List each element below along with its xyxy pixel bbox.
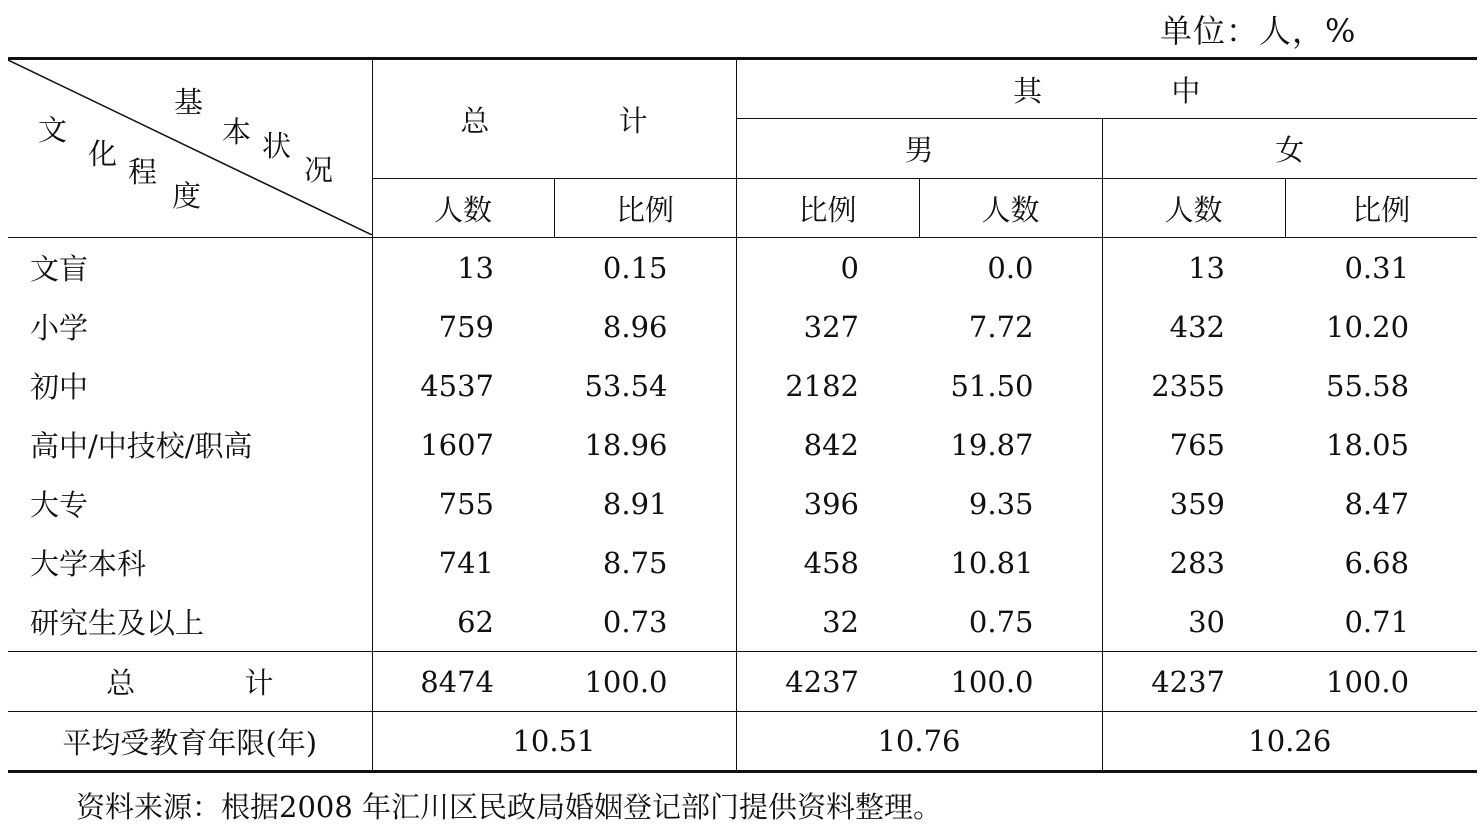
corner-char: 况 [304,153,334,187]
cell-male-1: 32 [736,592,919,652]
subcol-header: 比例 [736,179,919,238]
cell-total-ratio: 53.54 [584,368,668,403]
corner-char: 度 [172,179,202,213]
row-label: 初中 [30,370,89,404]
corner-char: 状 [262,129,292,163]
total-group-header: 总 计 [372,59,736,179]
male-header: 男 [736,119,1102,179]
cell-male-2: 51.50 [950,368,1034,403]
cell-female-count: 30 [1102,592,1285,652]
cell-female-ratio: 100.0 [1285,652,1477,712]
cell-female-ratio: 55.58 [1326,368,1410,403]
cell-total-count: 62 [372,592,554,652]
subcol-header: 人数 [1102,179,1285,238]
cell-female-ratio: 18.05 [1326,427,1410,462]
corner-header-cell [8,59,372,238]
cell-female-ratio: 0.71 [1344,604,1410,639]
cell-male-1: 458 [736,533,919,592]
cell-female-count: 359 [1102,474,1285,533]
cell-total-count: 4537 [372,356,554,415]
cell-male-1: 396 [736,474,919,533]
cell-male-2: 9.35 [968,486,1034,521]
row-label: 研究生及以上 [30,606,205,640]
cell-male-1: 842 [736,415,919,474]
total-row [8,652,1477,712]
cell-total-ratio: 8.75 [602,545,668,580]
cell-male-1: 327 [736,297,919,356]
table-row [8,356,1477,415]
cell-female-count: 4237 [1102,652,1285,712]
cell-female-count: 13 [1102,238,1285,298]
cell-female-ratio: 10.20 [1326,309,1410,344]
cell-total-count: 755 [372,474,554,533]
cell-total-ratio: 0.73 [602,604,668,639]
cell-female-ratio: 6.68 [1344,545,1410,580]
corner-char: 基 [174,85,204,119]
cell-female-ratio: 0.31 [1344,250,1410,285]
cell-female-count: 432 [1102,297,1285,356]
corner-char: 文 [38,113,68,147]
cell-total-count: 1607 [372,415,554,474]
table-row [8,474,1477,533]
education-table [8,57,1477,773]
cell-total-ratio: 8.91 [602,486,668,521]
row-label: 大专 [30,488,89,522]
avg-years-row [8,712,1477,772]
cell-male-2: 100.0 [919,652,1102,712]
cell-female-count: 765 [1102,415,1285,474]
cell-female-count: 2355 [1102,356,1285,415]
cell-male-1: 2182 [736,356,919,415]
cell-male-2: 19.87 [950,427,1034,462]
table-row [8,592,1477,652]
cell-female-ratio: 8.47 [1344,486,1410,521]
cell-total-ratio: 18.96 [584,427,668,462]
row-label: 高中/中技校/职高 [30,429,253,463]
corner-char: 本 [222,115,252,149]
cell-male-1: 0 [736,238,919,298]
subcol-header: 比例 [1285,179,1477,238]
subcol-header: 人数 [372,179,554,238]
corner-char: 程 [128,155,158,189]
cell-male-2: 0.75 [968,604,1034,639]
avg-years-male: 10.76 [736,712,1102,772]
cell-total-ratio: 0.15 [602,250,668,285]
cell-total-count: 8474 [372,652,554,712]
total-row-label: 总 计 [8,652,372,712]
source-note: 资料来源：根据2008 年汇川区民政局婚姻登记部门提供资料整理。 [76,790,943,824]
row-label: 文盲 [30,252,89,286]
subcol-header: 人数 [919,179,1102,238]
subcol-header: 比例 [554,179,736,238]
female-header: 女 [1102,119,1477,179]
unit-label: 单位：人，% [1160,12,1357,50]
cell-total-ratio: 100.0 [554,652,736,712]
cell-total-count: 741 [372,533,554,592]
row-label: 小学 [30,311,89,345]
table-row [8,238,1477,298]
corner-char: 化 [88,137,118,171]
cell-male-2: 10.81 [950,545,1034,580]
avg-years-female: 10.26 [1102,712,1477,772]
cell-total-count: 759 [372,297,554,356]
avg-years-label: 平均受教育年限(年) [8,712,372,772]
table-row [8,533,1477,592]
table-row [8,415,1477,474]
cell-total-count: 13 [372,238,554,298]
cell-male-1: 4237 [736,652,919,712]
table-row [8,297,1477,356]
cell-male-2: 0.0 [987,250,1034,285]
cell-male-2: 7.72 [968,309,1034,344]
of-which-header: 其 中 [736,59,1477,119]
avg-years-total: 10.51 [372,712,736,772]
cell-female-count: 283 [1102,533,1285,592]
row-label: 大学本科 [30,547,147,581]
cell-total-ratio: 8.96 [602,309,668,344]
